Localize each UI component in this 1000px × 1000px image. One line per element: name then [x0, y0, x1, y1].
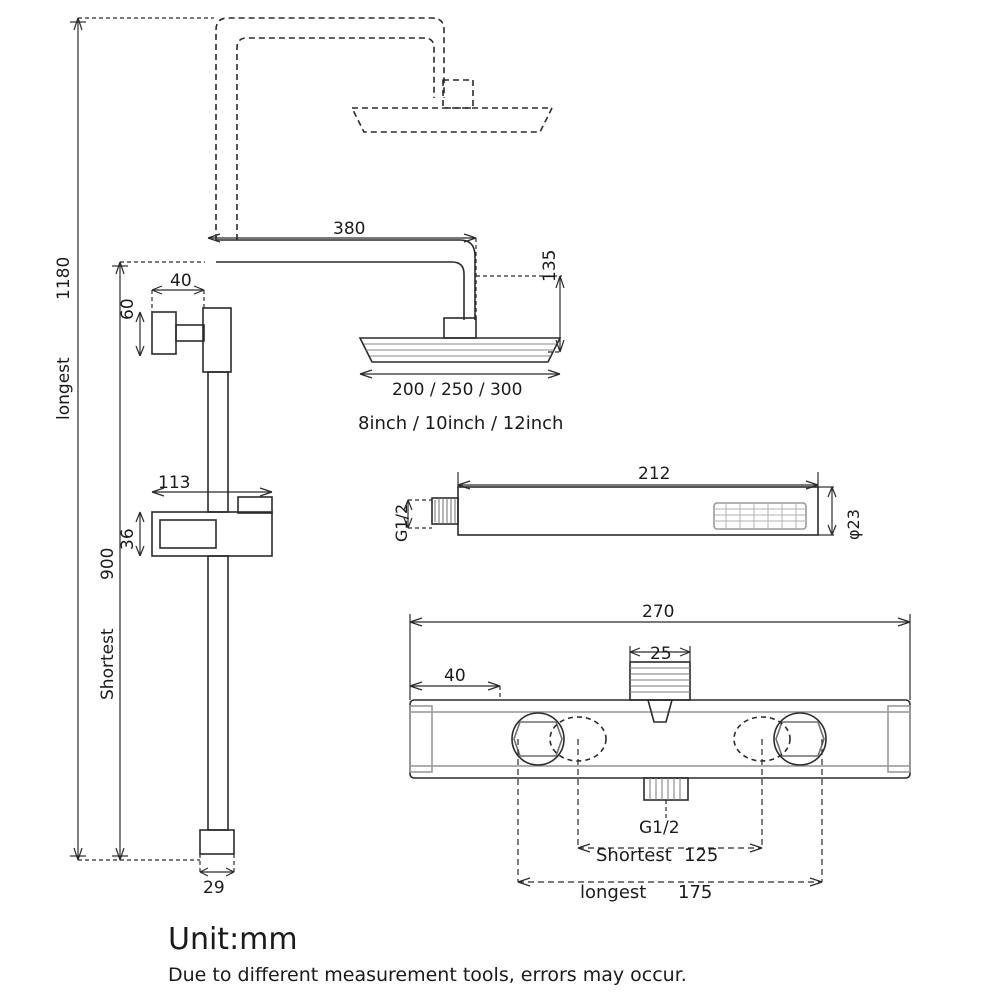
shower-arm-outer	[216, 240, 475, 320]
label-shortest-height: 900	[98, 547, 118, 580]
valve-handle-right-grip	[776, 722, 824, 756]
label-handset-thread: G1/2	[392, 503, 411, 542]
valve-bottom-outlet	[644, 778, 688, 800]
wall-bracket-body	[203, 308, 231, 372]
label-shortest-word: Shortest	[98, 628, 118, 700]
handset-spray-face	[714, 503, 806, 529]
label-valve-width: 270	[642, 602, 675, 622]
shower-head-joint	[444, 318, 476, 338]
label-head-sizes-inch: 8inch / 10inch / 12inch	[358, 413, 564, 434]
valve-handle-right	[774, 713, 826, 765]
label-head-sizes-mm: 200 / 250 / 300	[392, 380, 523, 400]
label-valve-inlet-offset: 40	[444, 666, 466, 686]
label-valve-outlet-thread: G1/2	[639, 818, 680, 838]
holder-top-tab	[238, 497, 272, 513]
valve-cap-left	[410, 706, 432, 772]
handset-thread	[432, 498, 458, 524]
label-valve-top-outlet: 25	[650, 644, 672, 664]
measurement-disclaimer: Due to different measurement tools, errors may occur.	[168, 964, 687, 986]
valve-handle-left	[512, 713, 564, 765]
label-slider-bracket-width: 113	[158, 473, 191, 493]
shower-arm-inner	[216, 262, 464, 320]
wall-flange	[152, 312, 176, 354]
label-wall-bracket-height: 60	[118, 298, 138, 320]
label-centres-shortest: Shortest	[596, 845, 672, 866]
label-centres-shortest-value: 125	[684, 845, 719, 866]
label-longest-word: longest	[54, 357, 74, 420]
handset-body	[458, 487, 818, 535]
label-head-drop: 135	[540, 249, 560, 282]
ghost-raised-outline	[216, 18, 552, 240]
label-wall-bracket-offset: 40	[170, 271, 192, 291]
slider-bracket	[152, 512, 272, 556]
label-riser-base-width: 29	[203, 878, 225, 898]
label-arm-length: 380	[333, 219, 366, 239]
riser-rail-upper	[208, 372, 228, 512]
wall-bracket-stem	[176, 325, 204, 341]
unit-note: Unit:mm	[168, 922, 298, 957]
riser-rail-foot	[200, 830, 234, 854]
riser-rail-lower	[208, 556, 228, 830]
label-centres-longest-value: 175	[678, 882, 713, 903]
label-handset-length: 212	[638, 464, 671, 484]
valve-body-inner	[410, 712, 910, 766]
label-longest-height: 1180	[54, 256, 74, 300]
valve-outlet-cone	[648, 700, 672, 722]
label-centres-longest: longest	[580, 882, 647, 903]
slider-bracket-inner	[160, 520, 216, 548]
label-handset-diameter: φ23	[844, 509, 863, 540]
valve-cap-right	[888, 706, 910, 772]
label-slider-bracket-height: 36	[118, 528, 138, 550]
